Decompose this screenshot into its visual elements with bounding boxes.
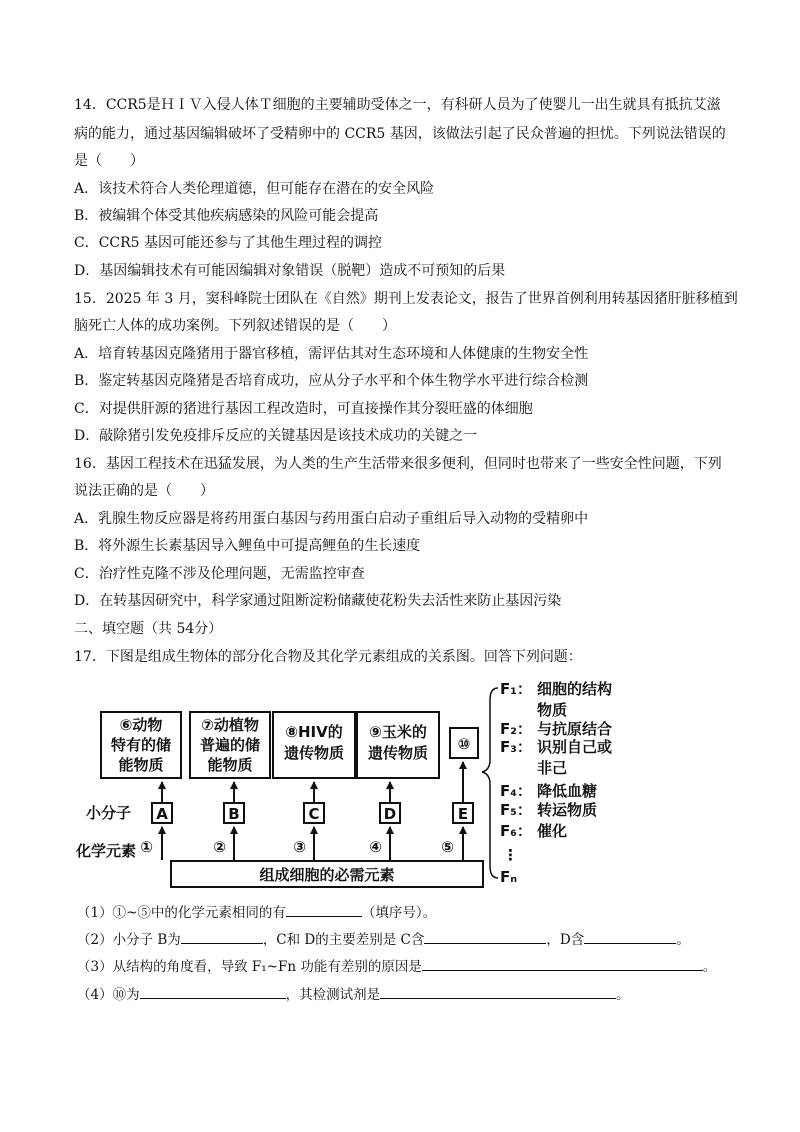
q17-sub4-blank-10[interactable]	[140, 984, 286, 999]
q17-sub4-middle: ，其检测试剂是	[285, 987, 381, 1003]
base-box-label: 组成细胞的必需元素	[259, 866, 395, 884]
q15-stem-line1: 15．2025 年 3 月，窦科峰院士团队在《自然》期刊上发表论文，报告了世界首例利用转基因猪肝脏移植到	[74, 291, 738, 307]
q14-option-d: D．基因编辑技术有可能因编辑对象错误（脱靶）造成不可预知的后果	[74, 263, 506, 279]
brace	[482, 688, 498, 878]
letter-d: D	[383, 805, 397, 823]
box-maize-genetic-line2: 遗传物质	[367, 744, 429, 762]
box-protein	[450, 728, 478, 758]
letter-a: A	[156, 805, 168, 823]
f5-text: 转运物质	[537, 801, 598, 819]
q16-option-d: D．在转基因研究中，科学家通过阻断淀粉储藏使花粉失去活性来防止基因污染	[74, 593, 562, 609]
q16-stem-line1: 16．基因工程技术在迅猛发展，为人类的生产生活带来很多便利，但同时也带来了一些安全性问题，下列	[74, 456, 722, 472]
q15-option-b: B．鉴定转基因克隆猪是否培育成功，应从分子水平和个体生物学水平进行综合检测	[74, 373, 589, 389]
box-hiv-genetic-line1: ⑧HIV的	[285, 723, 343, 741]
elements-label: 化学元素	[76, 842, 137, 860]
q17-sub4-prefix: （4）⑩为	[77, 987, 140, 1003]
f4-label: F₄：	[500, 782, 532, 800]
q17-stem: 17．下图是组成生物体的部分化合物及其化学元素组成的关系图。回答下列问题：	[74, 649, 582, 665]
f-ellipsis: ⋮	[503, 846, 518, 864]
box-common-storage-line1: ⑦动植物	[201, 716, 259, 734]
box-maize-genetic-line1: ⑨玉米的	[369, 723, 427, 741]
q17-sub2-prefix: （2）小分子 B为	[77, 932, 181, 948]
box-common-storage-line2: 普遍的储	[199, 736, 261, 754]
q17-sub2-blank-d[interactable]	[584, 929, 676, 944]
q17-sub1	[77, 902, 436, 922]
q15-option-d: D．敲除猪引发免疫排斥反应的关键基因是该技术成功的关键之一	[74, 428, 478, 444]
box-common-storage	[190, 712, 270, 778]
q15-option-a: A．培育转基因克隆猪用于器官移植，需评估其对生态环境和人体健康的生物安全性	[74, 346, 589, 362]
q15-stem-line2: 脑死亡人体的成功案例。下列叙述错误的是（ ）	[74, 318, 396, 334]
circled-4: ④	[369, 838, 382, 856]
q17-sub3-end: 。	[702, 959, 717, 975]
q14-stem-line2: 病的能力，通过基因编辑破坏了受精卵中的 CCR5 基因，该做法引起了民众普遍的担忧。下列说法错误的	[74, 126, 726, 142]
f1-text-line2: 物质	[537, 701, 568, 719]
q16-stem-line2: 说法正确的是（ ）	[74, 483, 214, 499]
q17-sub4-blank-reagent[interactable]	[380, 984, 616, 999]
letter-b: B	[228, 805, 240, 823]
box-animal-storage-line3: 能物质	[118, 756, 164, 774]
q17-sub1-suffix: （填序号）。	[361, 905, 437, 921]
q17-sub2-blank-b[interactable]	[181, 929, 263, 944]
f1-label: F₁：	[500, 680, 532, 698]
q17-sub2-blank-c[interactable]	[424, 929, 546, 944]
q17-sub3-prefix: （3）从结构的角度看，导致 F₁~Fn 功能有差别的原因是	[77, 959, 422, 975]
box-common-storage-line3: 能物质	[207, 756, 253, 774]
f2-label: F₂：	[500, 720, 532, 738]
q14-option-b: B．被编辑个体受其他疾病感染的风险可能会提高	[74, 208, 379, 224]
q17-sub1-prefix: （1）①~⑤中的化学元素相同的有	[77, 905, 286, 921]
f3-label: F₃：	[500, 738, 532, 756]
q14-stem-line3: 是（ ）	[74, 153, 144, 169]
q16-option-c: C．治疗性克隆不涉及伦理问题，无需监控审查	[74, 566, 365, 582]
f6-text: 催化	[537, 822, 568, 840]
box-protein-label: ⑩	[457, 735, 471, 753]
f4-text: 降低血糖	[537, 782, 598, 800]
q14-option-a: A．该技术符合人类伦理道德，但可能存在潜在的安全风险	[74, 181, 435, 197]
q17-sub2	[77, 929, 690, 949]
f3-text-line2: 非己	[537, 759, 568, 777]
q15-option-c: C．对提供肝源的猪进行基因工程改造时，可直接操作其分裂旺盛的体细胞	[74, 401, 533, 417]
q17-sub4-end: 。	[616, 987, 630, 1003]
q17-sub3-blank[interactable]	[422, 956, 703, 971]
box-hiv-genetic-line2: 遗传物质	[283, 744, 345, 762]
circled-3: ③	[293, 838, 306, 856]
circled-2: ②	[213, 838, 226, 856]
box-hiv-genetic	[273, 712, 355, 778]
letter-e: E	[457, 805, 469, 823]
q17-sub1-blank[interactable]	[286, 902, 362, 917]
box-animal-storage-line1: ⑥动物	[119, 716, 163, 734]
f5-label: F₅：	[500, 801, 532, 819]
fn-label: Fₙ	[500, 868, 518, 886]
q14-option-c: C．CCR5 基因可能还参与了其他生理过程的调控	[74, 235, 383, 251]
box-animal-storage-line2: 特有的储	[110, 736, 172, 754]
f6-label: F₆：	[500, 822, 532, 840]
f3-text-line1: 识别自己或	[537, 738, 613, 756]
q16-option-b: B．将外源生长素基因导入鲤鱼中可提高鲤鱼的生长速度	[74, 538, 421, 554]
box-animal-storage	[101, 712, 181, 778]
section-heading: 二、填空题（共 54分）	[74, 621, 223, 637]
small-molecule-label: 小分子	[86, 804, 132, 822]
circled-1: ①	[140, 838, 153, 856]
q17-sub2-d: ，D含	[546, 932, 585, 948]
q17-sub4	[77, 984, 630, 1004]
letter-c: C	[308, 805, 320, 823]
q16-option-a: A．乳腺生物反应器是将药用蛋白基因与药用蛋白启动子重组后导入动物的受精卵中	[74, 511, 589, 527]
q17-sub2-end: 。	[676, 932, 690, 948]
composition-diagram	[0, 670, 800, 895]
q17-sub2-middle: ，C和 D的主要差别是 C含	[262, 932, 425, 948]
f2-text: 与抗原结合	[537, 720, 613, 738]
f1-text-line1: 细胞的结构	[537, 680, 613, 698]
q14-stem-line1: 14．CCR5是ＨＩＶ入侵人体Ｔ细胞的主要辅助受体之一，有科研人员为了使婴儿一出生就具有抵抗艾滋	[74, 97, 721, 113]
box-maize-genetic	[357, 712, 439, 778]
q17-sub3	[77, 956, 716, 976]
circled-5: ⑤	[441, 838, 454, 856]
